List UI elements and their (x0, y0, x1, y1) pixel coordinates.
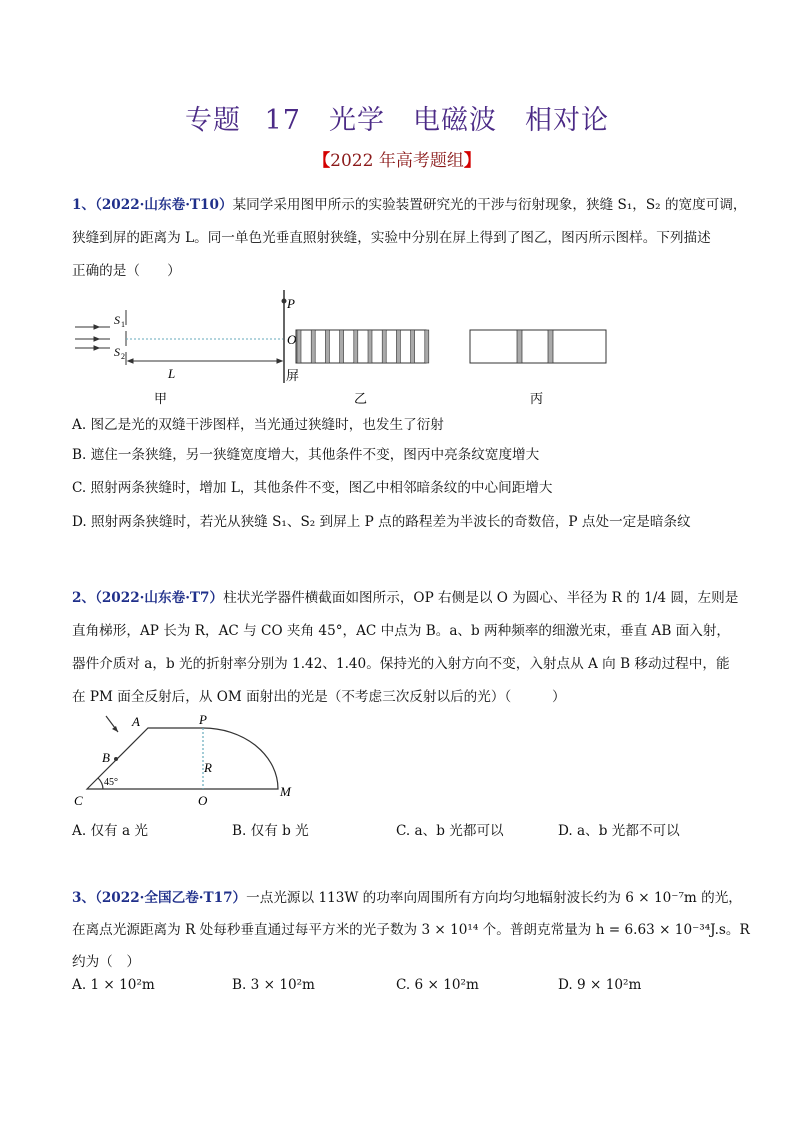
question-1-option-a[interactable]: A. 图乙是光的双缝干涉图样，当光通过狭缝时，也发生了衍射 (72, 417, 444, 433)
fringe (325, 330, 329, 363)
fringe (411, 330, 415, 363)
fringe (425, 330, 429, 363)
question-2-tag: 2、（2022·山东卷·T7） (72, 590, 224, 606)
question-2-option-d[interactable]: D. a、b 光都不可以 (558, 823, 680, 839)
fringe (396, 330, 400, 363)
label-M: M (280, 784, 291, 799)
fringe (354, 330, 358, 363)
fringe (382, 330, 386, 363)
caption-jia: 甲 (154, 391, 168, 406)
label-P: P (287, 296, 295, 311)
pattern-bing (470, 330, 606, 363)
pattern-yi (296, 330, 429, 363)
label-L: L (168, 366, 176, 381)
question-1-line-2: 狭缝到屏的距离为 L。同一单色光垂直照射狭缝，实验中分别在屏上得到了图乙，图丙所示图样。下列描述 (72, 230, 711, 246)
label-screen: 屏 (286, 368, 300, 383)
fringe (311, 330, 315, 363)
question-3-option-d[interactable]: D. 9 × 10²m (558, 977, 642, 993)
label-P: P (199, 712, 207, 727)
question-2-line-3: 器件介质对 a，b 光的折射率分别为 1.42、1.40。保持光的入射方向不变，入射点从 A 向 B 移动过程中，能 (72, 656, 730, 672)
label-S2: S (114, 345, 120, 359)
question-1-tag: 1、（2022·山东卷·T10） (72, 197, 233, 213)
question-1-option-b[interactable]: B. 遮住一条狭缝，另一狭缝宽度增大，其他条件不变，图丙中亮条纹宽度增大 (72, 447, 540, 463)
caption-bing: 丙 (530, 391, 544, 406)
figure-1-diagrams (60, 290, 620, 410)
subtitle-text: 2022 年高考题组 (330, 151, 464, 171)
label-S1-sub: 1 (121, 320, 125, 329)
caption-yi: 乙 (354, 391, 368, 406)
question-3-line-2: 在离点光源距离为 R 处每秒垂直通过每平方米的光子数为 3 × 10¹⁴ 个。普朗克常量为 h = 6.63 × 10⁻³⁴J.s。R (72, 922, 750, 938)
question-text: 柱状光学器件横截面如图所示，OP 右侧是以 O 为圆心、半径为 R 的 1/4 圆，左则是 (223, 590, 739, 606)
label-R: R (204, 760, 212, 775)
fringe (340, 330, 344, 363)
question-text: 一点光源以 113W 的功率向周围所有方向均匀地辐射波长约为 6 × 10⁻⁷m 的光， (246, 890, 742, 906)
question-2-line-2: 直角梯形，AP 长为 R，AC 与 CO 夹角 45°，AC 中点为 B。a、b 两种频率的细激光束，垂直 AB 面入射， (72, 623, 731, 639)
question-2-option-b[interactable]: B. 仅有 b 光 (232, 823, 309, 839)
fringe (368, 330, 372, 363)
question-3-option-b[interactable]: B. 3 × 10²m (232, 977, 315, 993)
label-A: A (132, 714, 140, 729)
question-2-line-1 (72, 586, 738, 606)
question-1-option-c[interactable]: C. 照射两条狭缝时，增加 L，其他条件不变，图乙中相邻暗条纹的中心间距增大 (72, 480, 553, 496)
question-3-line-1 (72, 886, 742, 906)
question-text: 某同学采用图甲所示的实验装置研究光的干涉与衍射现象，狭缝 S₁，S₂ 的宽度可调， (232, 197, 747, 213)
question-2-line-4: 在 PM 面全反射后，从 OM 面射出的光是（不考虑三次反射以后的光）（ ） (72, 689, 566, 705)
question-3-line-3: 约为（ ） (72, 954, 140, 970)
label-O: O (287, 332, 297, 347)
label-angle: 45° (104, 777, 118, 788)
question-3-option-a[interactable]: A. 1 × 10²m (72, 977, 155, 993)
bracket-open: 【 (313, 151, 331, 171)
question-1-line-3: 正确的是（ ） (72, 263, 181, 279)
fringe (297, 330, 301, 363)
question-1-option-d[interactable]: D. 照射两条狭缝时，若光从狭缝 S₁、S₂ 到屏上 P 点的路程差为半波长的奇数倍，P 点处一定是暗条纹 (72, 514, 691, 530)
page-title: 专题 17 光学 电磁波 相对论 (185, 105, 609, 136)
bracket-close: 】 (463, 151, 481, 171)
label-S1: S (114, 313, 120, 327)
label-C: C (74, 793, 83, 808)
question-2-option-c[interactable]: C. a、b 光都可以 (396, 823, 504, 839)
question-3-option-c[interactable]: C. 6 × 10²m (396, 977, 479, 993)
question-2-option-a[interactable]: A. 仅有 a 光 (72, 823, 148, 839)
label-O: O (198, 793, 208, 808)
figure-jia (75, 290, 286, 383)
section-subtitle (0, 146, 794, 171)
label-B: B (102, 750, 110, 765)
figure-2-optical-device (70, 710, 310, 810)
label-S2-sub: 2 (121, 352, 125, 361)
question-3-tag: 3、（2022·全国乙卷·T17） (72, 890, 247, 906)
question-1-line-1 (72, 193, 747, 213)
